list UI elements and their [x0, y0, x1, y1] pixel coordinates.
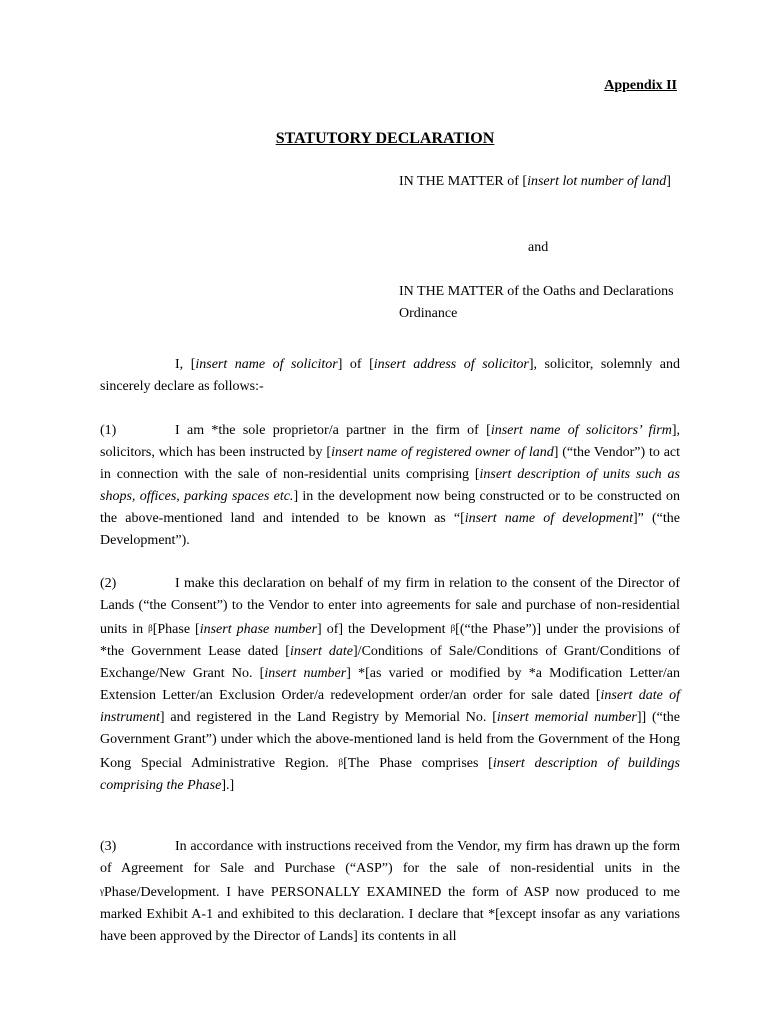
paragraph-2-number: (2) [100, 576, 117, 591]
intro-paragraph [100, 354, 680, 398]
matter-lot-text-a: IN THE MATTER of [ [399, 174, 528, 189]
p2-text-11: ] and registered in the Land Registry by Memorial No. [ [159, 710, 497, 725]
p1-placeholder-units: insert description of units such as shops, offices, parking spaces etc. [100, 467, 680, 504]
p3-marker-1: γ [100, 886, 104, 896]
p2-placeholder-buildings: insert description of buildings comprising the Phase [100, 756, 680, 793]
p2-text-4: ] of] the Development [317, 622, 451, 637]
appendix-label: Appendix II [604, 78, 677, 93]
p2-marker-1: β [148, 623, 153, 633]
p2-placeholder-instrument-date: insert date of instrument [100, 688, 680, 725]
p2-placeholder-phase: insert phase number [199, 622, 318, 637]
paragraph-1-number: (1) [100, 423, 117, 438]
p2-placeholder-memorial: insert memorial number [496, 710, 637, 725]
intro-placeholder-solicitor: insert name of solicitor [195, 357, 338, 372]
p2-text-13: ]] (“the Government Grant”) under which the above-mentioned land is held from the Government of the Hong Kong Special Administrative Region. [100, 710, 681, 771]
p1-text-5: ] (“the Vendor”) to act in connection with the sale of non-residential units comprising [ [100, 445, 681, 482]
p1-placeholder-firm: insert name of solicitors’ firm [490, 423, 672, 438]
p2-text-16: ].] [221, 778, 235, 793]
p1-placeholder-development: insert name of development [464, 511, 633, 526]
p2-text-5: [(“the Phase”)] under the provisions of *the Government Lease dated [ [100, 622, 680, 659]
p1-text-9: ]” (“the Development”). [100, 511, 680, 548]
matter-and: and [528, 240, 549, 255]
p1-text-7: ] in the development now being constructed or to be constructed on the above-mentioned land and intended to be known as “[ [100, 489, 680, 526]
p2-placeholder-number: insert number [264, 666, 347, 681]
p2-placeholder-date: insert date [289, 644, 354, 659]
intro-text-5: ], solicitor, solemnly and sincerely declare as follows:- [100, 357, 680, 394]
p2-text-2: [Phase [ [152, 622, 200, 637]
p2-marker-3: β [338, 757, 344, 767]
paragraph-2 [100, 573, 680, 797]
paragraph-3 [100, 836, 680, 948]
p2-text-7: ]/Conditions of Sale/Conditions of Grant/Conditions of Exchange/New Grant No. [ [100, 644, 680, 681]
p2-text-1: I make this declaration on behalf of my firm in relation to the consent of the Director of Lands (“the Consent”) to the Vendor to enter into agreements for sale and purchase of non-residential units in [100, 576, 680, 637]
document-title: STATUTORY DECLARATION [275, 130, 495, 147]
p1-text-3: ], solicitors, which has been instructed by [ [100, 423, 680, 460]
matter-lot [399, 171, 680, 193]
matter-lot-text-c: ] [666, 174, 671, 189]
p2-text-9: ] *[as varied or modified by *a Modification Letter/an Extension Letter/an Exclusion Order/a redevelopment order/an order for sale dated [ [100, 666, 680, 703]
paragraph-1 [100, 420, 680, 552]
matter-lot-placeholder: insert lot number of land [527, 174, 667, 189]
p1-text-1: I am *the sole proprietor/a partner in the firm of [ [175, 423, 491, 438]
paragraph-3-number: (3) [100, 839, 117, 854]
intro-text-3: ] of [ [337, 357, 374, 372]
p3-text-2: Phase/Development. I have PERSONALLY EXAMINED the form of ASP now produced to me marked Exhibit A-1 and exhibited to this declaration. I declare that *[except insofar as any variations have been approved by the Director of Lands] its contents in all [100, 885, 680, 944]
p3-text-1: In accordance with instructions received from the Vendor, my firm has drawn up the form of Agreement for Sale and Purchase (“ASP”) for the sale of non-residential units in the [100, 839, 680, 876]
p1-placeholder-owner: insert name of registered owner of land [331, 445, 554, 460]
p2-marker-2: β [450, 623, 456, 633]
matter-ordinance: IN THE MATTER of the Oaths and Declarations Ordinance [399, 284, 674, 321]
intro-text-1: I, [ [175, 357, 196, 372]
p2-text-14: [The Phase comprises [ [343, 756, 493, 771]
intro-placeholder-address: insert address of solicitor [373, 357, 529, 372]
